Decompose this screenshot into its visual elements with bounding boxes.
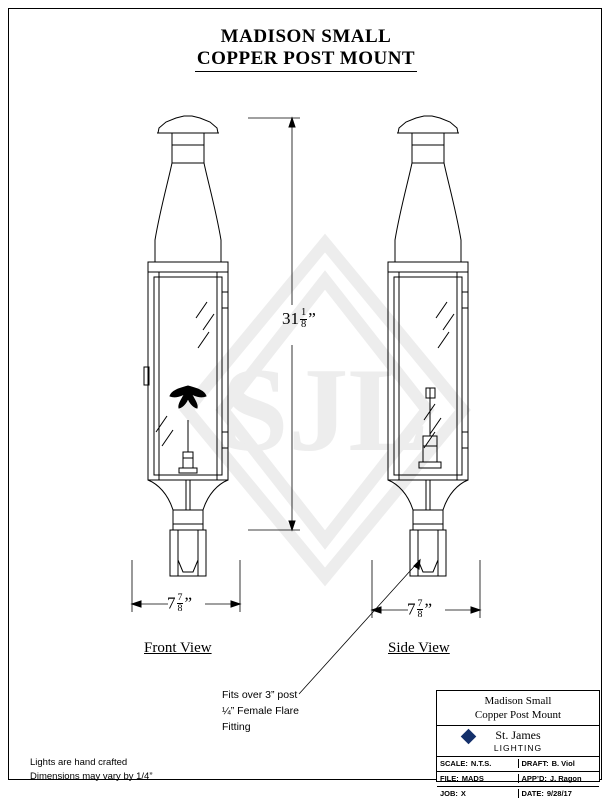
front-width-dimension [167, 593, 192, 614]
job-cell [437, 789, 519, 798]
brand-subtitle: LIGHTING [493, 742, 543, 753]
approved-key: APP’D: [521, 774, 547, 783]
side-width-value: 7 [407, 599, 416, 619]
height-fraction: $\frac{1}{8}$ [301, 307, 307, 330]
product-name-line-1: Madison Small [484, 695, 552, 707]
title-line-1: MADISON SMALL [220, 26, 392, 47]
title-block-product-name [437, 691, 599, 726]
front-view-label: Front View [144, 640, 212, 656]
callout-line-2: ¼” Female Flare [222, 704, 300, 717]
svg-text:SJL: SJL [221, 343, 429, 476]
front-width-unit: ” [184, 593, 192, 613]
product-name-line-2: Copper Post Mount [474, 708, 562, 721]
title-block-row [437, 757, 599, 772]
title-block [436, 690, 600, 798]
title-block-row [437, 772, 599, 787]
scale-key: SCALE: [440, 759, 468, 768]
sheet-border [8, 8, 602, 780]
brand-row [437, 726, 599, 757]
date-cell [519, 789, 600, 798]
date-key: DATE: [521, 789, 544, 798]
page-title [0, 26, 612, 72]
brand-name: St. James [495, 727, 541, 742]
approved-cell [519, 774, 600, 783]
front-width-fraction: $\frac{7}{8}$ [177, 592, 183, 614]
overall-height-dimension [282, 308, 342, 330]
date-value: 9/28/17 [546, 789, 572, 798]
job-value: X [460, 789, 466, 798]
callout-line-3: Fitting [222, 720, 251, 733]
file-value: MADS [461, 774, 484, 783]
scale-value: N.T.S. [470, 759, 492, 768]
handcrafted-note [30, 756, 152, 784]
side-width-unit: ” [424, 599, 432, 619]
note-line-2: Dimensions may vary by 1/4” [30, 770, 153, 782]
front-width-value: 7 [167, 593, 176, 613]
side-width-fraction: $\frac{7}{8}$ [417, 598, 423, 620]
title-line-2: COPPER POST MOUNT [195, 48, 417, 72]
draft-value: B. Viol [551, 759, 575, 768]
side-width-dimension [407, 599, 432, 620]
draft-key: DRAFT: [521, 759, 549, 768]
height-value: 31 [282, 308, 299, 328]
draft-cell [519, 759, 600, 768]
file-key: FILE: [440, 774, 459, 783]
post-fitting-callout [222, 688, 299, 735]
job-key: JOB: [440, 789, 458, 798]
height-unit: ” [308, 308, 316, 328]
scale-cell [437, 759, 519, 768]
file-cell [437, 774, 519, 783]
side-view-label: Side View [388, 640, 450, 656]
callout-line-1: Fits over 3” post [222, 689, 298, 701]
approved-value: J. Ragon [549, 774, 582, 783]
note-line-1: Lights are hand crafted [30, 757, 128, 768]
